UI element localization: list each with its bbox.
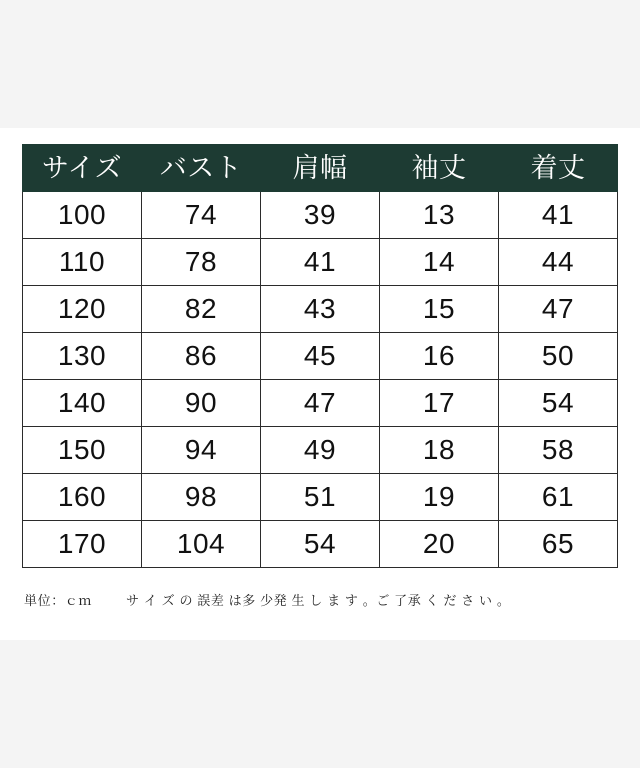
cell-shoulder: 39 [261,192,380,239]
cell-shoulder: 47 [261,380,380,427]
cell-size: 140 [23,380,142,427]
cell-size: 150 [23,427,142,474]
column-header-length: 着丈 [499,145,618,192]
cell-size: 110 [23,239,142,286]
cell-shoulder: 54 [261,521,380,568]
cell-sleeve: 18 [380,427,499,474]
table-row [23,333,618,380]
cell-bust: 98 [142,474,261,521]
cell-sleeve: 13 [380,192,499,239]
cell-size: 120 [23,286,142,333]
cell-sleeve: 20 [380,521,499,568]
cell-shoulder: 49 [261,427,380,474]
size-table [22,144,618,568]
column-header-shoulder: 肩幅 [261,145,380,192]
table-row [23,521,618,568]
cell-shoulder: 51 [261,474,380,521]
size-table-container [22,144,618,568]
cell-bust: 94 [142,427,261,474]
cell-bust: 82 [142,286,261,333]
cell-length: 41 [499,192,618,239]
table-row [23,192,618,239]
column-header-bust: バスト [142,145,261,192]
table-row [23,239,618,286]
cell-sleeve: 16 [380,333,499,380]
cell-sleeve: 14 [380,239,499,286]
cell-shoulder: 45 [261,333,380,380]
cell-size: 170 [23,521,142,568]
column-header-size: サイズ [23,145,142,192]
cell-size: 160 [23,474,142,521]
size-chart-card [0,128,640,640]
cell-length: 61 [499,474,618,521]
cell-size: 100 [23,192,142,239]
cell-sleeve: 17 [380,380,499,427]
table-row [23,474,618,521]
table-row [23,427,618,474]
size-note [24,590,510,609]
cell-bust: 86 [142,333,261,380]
cell-length: 65 [499,521,618,568]
size-table-body [23,192,618,568]
size-table-header [23,145,618,192]
cell-size: 130 [23,333,142,380]
table-header-row [23,145,618,192]
cell-sleeve: 19 [380,474,499,521]
column-header-sleeve: 袖丈 [380,145,499,192]
cell-bust: 74 [142,192,261,239]
table-row [23,286,618,333]
note-disclaimer-text: サ イ ズ の 誤差 は多 少発 生 し ま す 。ご 了承 く だ さ い 。 [126,593,511,608]
cell-length: 54 [499,380,618,427]
cell-bust: 104 [142,521,261,568]
cell-length: 58 [499,427,618,474]
cell-shoulder: 43 [261,286,380,333]
table-row [23,380,618,427]
cell-length: 47 [499,286,618,333]
cell-bust: 78 [142,239,261,286]
cell-length: 50 [499,333,618,380]
cell-bust: 90 [142,380,261,427]
note-unit-label: 単位：ｃｍ [24,593,93,608]
cell-length: 44 [499,239,618,286]
cell-sleeve: 15 [380,286,499,333]
cell-shoulder: 41 [261,239,380,286]
